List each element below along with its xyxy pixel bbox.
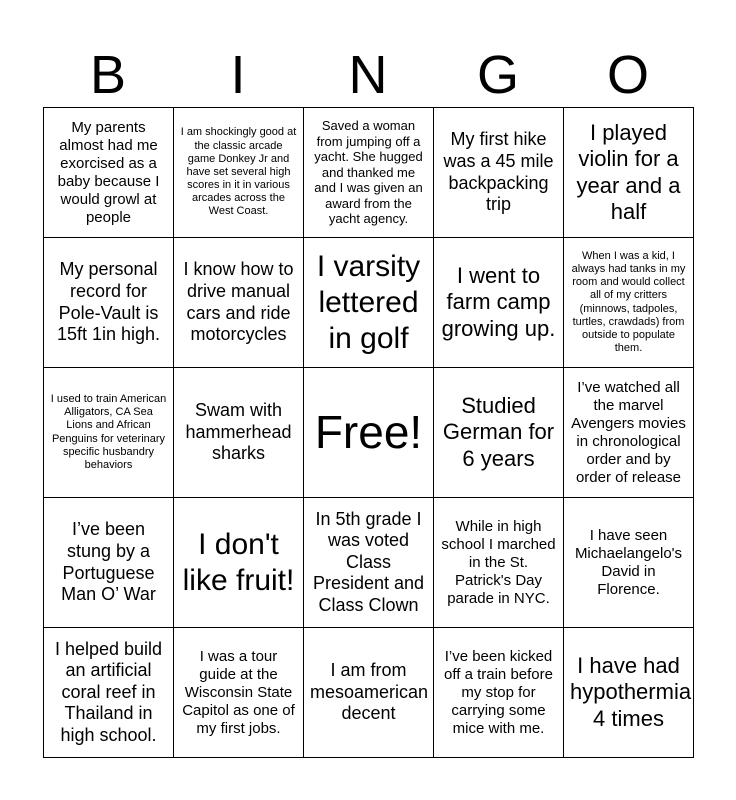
board-row bbox=[44, 238, 694, 368]
bingo-cell[interactable]: Swam with hammerhead sharks bbox=[174, 368, 304, 498]
bingo-cell[interactable]: I played violin for a year and a half bbox=[564, 108, 694, 238]
bingo-header bbox=[43, 44, 693, 106]
header-letter-n: N bbox=[348, 45, 388, 105]
board-row bbox=[44, 108, 694, 238]
bingo-cell[interactable]: When I was a kid, I always had tanks in my room and would collect all of my critters (minnows, tadpoles, turtles, crawdads) from outside to populate them. bbox=[564, 238, 694, 368]
bingo-cell[interactable]: I varsity lettered in golf bbox=[304, 238, 434, 368]
header-letter-g: G bbox=[476, 45, 519, 105]
bingo-cell[interactable]: I know how to drive manual cars and ride motorcycles bbox=[174, 238, 304, 368]
bingo-cell[interactable]: I have had hypothermia 4 times bbox=[564, 628, 694, 758]
bingo-cell[interactable]: I’ve been stung by a Portuguese Man O’ War bbox=[44, 498, 174, 628]
bingo-cell[interactable]: In 5th grade I was voted Class President and Class Clown bbox=[304, 498, 434, 628]
bingo-board bbox=[43, 107, 694, 758]
bingo-cell[interactable]: While in high school I marched in the St. Patrick's Day parade in NYC. bbox=[434, 498, 564, 628]
bingo-cell[interactable]: I’ve watched all the marvel Avengers movies in chronological order and by order of release bbox=[564, 368, 694, 498]
bingo-cell[interactable]: I used to train American Alligators, CA Sea Lions and African Penguins for veterinary specific husbandry behaviors bbox=[44, 368, 174, 498]
free-space[interactable]: Free! bbox=[304, 368, 434, 498]
bingo-cell[interactable]: I have seen Michaelangelo's David in Florence. bbox=[564, 498, 694, 628]
bingo-cell[interactable]: My parents almost had me exorcised as a baby because I would growl at people bbox=[44, 108, 174, 238]
bingo-cell[interactable]: My personal record for Pole-Vault is 15ft 1in high. bbox=[44, 238, 174, 368]
header-letter-i: I bbox=[230, 45, 246, 105]
bingo-cell[interactable]: I am from mesoamerican decent bbox=[304, 628, 434, 758]
board-row bbox=[44, 368, 694, 498]
bingo-cell[interactable]: Studied German for 6 years bbox=[434, 368, 564, 498]
bingo-cell[interactable]: I went to farm camp growing up. bbox=[434, 238, 564, 368]
bingo-cell[interactable]: I was a tour guide at the Wisconsin State Capitol as one of my first jobs. bbox=[174, 628, 304, 758]
bingo-cell[interactable]: I am shockingly good at the classic arcade game Donkey Jr and have set several high scores in it in various arcades across the West Coast. bbox=[174, 108, 304, 238]
bingo-cell[interactable]: My first hike was a 45 mile backpacking trip bbox=[434, 108, 564, 238]
bingo-cell[interactable]: I helped build an artificial coral reef in Thailand in high school. bbox=[44, 628, 174, 758]
bingo-cell[interactable]: I don't like fruit! bbox=[174, 498, 304, 628]
board-row bbox=[44, 498, 694, 628]
header-letter-o: O bbox=[606, 45, 649, 105]
header-letter-b: B bbox=[89, 45, 127, 105]
bingo-cell[interactable]: Saved a woman from jumping off a yacht. She hugged and thanked me and I was given an award from the yacht agency. bbox=[304, 108, 434, 238]
board-row bbox=[44, 628, 694, 758]
bingo-cell[interactable]: I’ve been kicked off a train before my stop for carrying some mice with me. bbox=[434, 628, 564, 758]
